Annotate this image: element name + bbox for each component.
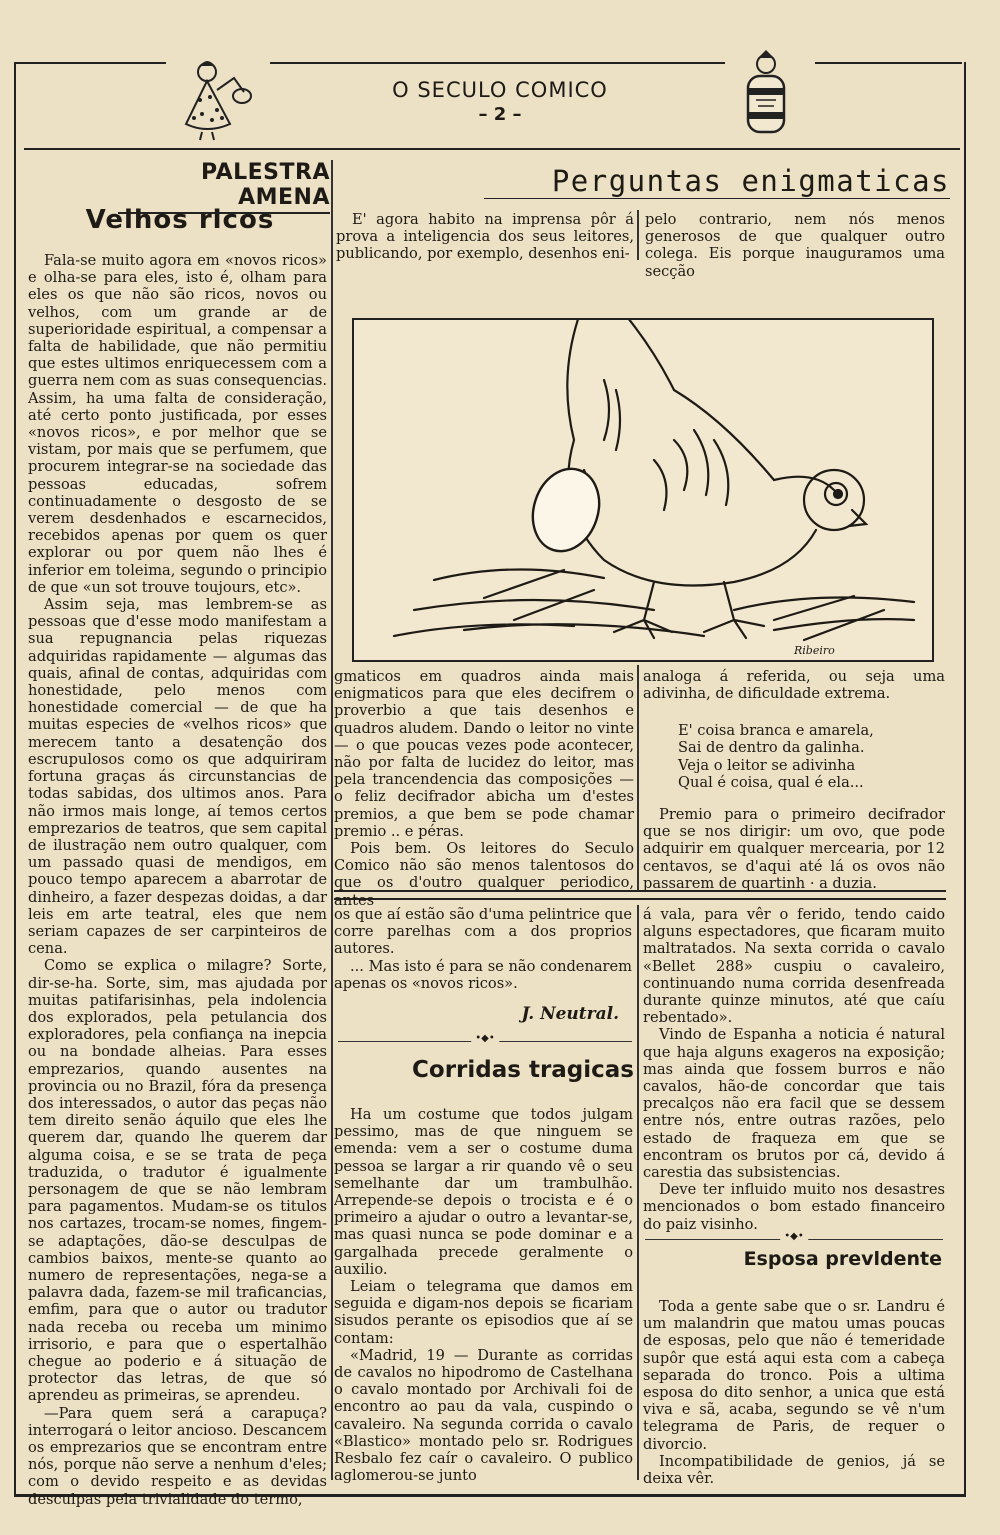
masthead-rule-left bbox=[16, 62, 166, 64]
paragraph: Toda a gente sabe que o sr. Landru é um malandrin que matou umas poucas de esposas, pelo que não é temeridade supôr que está aqui esta com a cabeça separada do tronco. Pois a ultima esposa do dito senhor, a unica que está viva e sã, acaba, segundo se vê n'um telegrama de Paris, de requer o divorcio. bbox=[643, 1298, 945, 1453]
paragraph: —Para quem será a carapuça? interrogará o leitor ancioso. Descancem os emprezarios que se encontram entre nós, porque não serve a nenhum d'eles; com o devido respeito e as devidas desculpas pela trivialidade do termo, bbox=[28, 1404, 327, 1508]
column-rule-2b bbox=[637, 665, 639, 890]
paragraph: E' agora habito na imprensa pôr á prova a inteligencia dos seus leitores, publicando, por exemplo, desenhos eni- bbox=[336, 211, 634, 263]
riddle-poem bbox=[640, 722, 940, 792]
paragraph: ... Mas isto é para se não condenarem apenas os «novos ricos». bbox=[334, 957, 632, 992]
poem-line: Qual é coisa, qual é ela... bbox=[678, 774, 864, 792]
paragraph: Deve ter influido muito nos desastres mencionados o bom estado financeiro do paiz visinho. bbox=[643, 1181, 945, 1233]
section-heading-perguntas: Perguntas enigmaticas bbox=[551, 164, 950, 198]
girl-vignette-icon bbox=[172, 52, 262, 142]
perguntas-intro-col1 bbox=[336, 211, 634, 263]
chicken-drawing-icon bbox=[354, 320, 932, 660]
column-rule-2c bbox=[637, 905, 639, 1480]
paragraph: á vala, para vêr o ferido, tendo caido alguns espectadores, que ficaram muito maltratados. Na sexta corrida o cavalo «Bellet 288» cuspiu o cavaleiro, continuando numa corrida desenfreada durante quinze minutos, até que caíu rebentado». bbox=[643, 906, 945, 1027]
paragraph: «Madrid, 19 — Durante as corridas de cavalos no hipodromo de Castelhana o cavalo montado por Archivali foi de encontro ao pau da vala, cuspindo o cavaleiro. Na segunda corrida o cavalo «Blastico» montado pelo sr. Rodrigues Resbalo fez caír o cavaleiro. O publico aglomerou-se junto bbox=[334, 1346, 633, 1485]
newspaper-title: O SECULO COMICO bbox=[392, 78, 608, 102]
section-ornament bbox=[645, 1236, 943, 1244]
article-title-esposa: Esposa prevldente bbox=[743, 1248, 942, 1270]
riddle-prize bbox=[643, 806, 945, 892]
paragraph: pelo contrario, nem nós menos generosos de que qualquer outro colega. Eis porque inauguramos uma secção bbox=[645, 211, 945, 280]
heading-underline bbox=[484, 198, 950, 199]
perguntas-body-col2 bbox=[643, 668, 945, 702]
masthead-rule-center bbox=[270, 62, 725, 64]
column-rule-1 bbox=[331, 160, 333, 1480]
artist-signature: Ribeiro bbox=[794, 644, 835, 657]
article-body-esposa bbox=[643, 1298, 945, 1487]
paragraph: Vindo de Espanha a noticia é natural que haja alguns exageros na exposição; mas ainda que fossem burros e não cavalos, hão-de concordar que tais precalços não era facil que se dessem entre nós, entre outras razões, pelo estado de fraqueza em que se encontram os brutos por cá, devido á carestia das subsistencias. bbox=[643, 1026, 945, 1182]
masthead-rule-right bbox=[815, 62, 962, 64]
article-continuation-velhos-ricos bbox=[334, 906, 632, 992]
article-body-corridas bbox=[334, 1106, 633, 1484]
paragraph: os que aí estão são d'uma pelintrice que corre parelhas com a dos proprios autores. bbox=[334, 906, 632, 958]
barrel-figure-icon bbox=[740, 50, 792, 138]
paragraph: Incompatibilidade de genios, já se deixa vêr. bbox=[643, 1452, 945, 1488]
perguntas-intro-col2 bbox=[645, 211, 945, 280]
paragraph: Premio para o primeiro decifrador que se nos dirigir: um ovo, que pode adquirir em qualquer mercearia, por 12 centavos, se d'aqui até lá os ovos não passarem de quartinh · a duzia. bbox=[643, 806, 945, 892]
section-ornament bbox=[338, 1038, 632, 1046]
chicken-illustration bbox=[352, 318, 934, 662]
page-number: – 2 – bbox=[478, 104, 522, 125]
article-body-corridas-col2 bbox=[643, 906, 945, 1233]
masthead-bottom-rule bbox=[24, 148, 960, 150]
section-heading-palestra: PALESTRA AMENA bbox=[118, 160, 330, 214]
poem-line: E' coisa branca e amarela, bbox=[678, 722, 874, 739]
article-body-velhos-ricos bbox=[28, 252, 327, 1508]
poem-line: Sai de dentro da galinha. bbox=[678, 739, 865, 757]
paragraph: Ha um costume que todos julgam pessimo, mas de que ninguem se emenda: vem a ser o costume duma pessoa se largar a rir quando vê o seu semelhante dar um trambulhão. Arrepende-se depois o trocista e é o primeiro a ajudar o outro a levantar-se, mas quasi nunca se pode dominar e a gargalhada precede geralmente o auxilio. bbox=[334, 1106, 633, 1278]
paragraph: Como se explica o milagre? Sorte, dir-se-ha. Sorte, sim, mas ajudada por muitas patifarisinhas, pela indolencia dos explorados, pela petulancia dos exploradores, pela confiança na inepcia ou na bondade alheias. Para esses emprezarios, quando ausentes na provincia ou no Brazil, fóra da presença dos interessados, o autor das peças não tem direito senão áquilo que eles lhe querem dar, quando lhe querem dar alguma coisa, e se se trata de peça traduzida, o tradutor é igualmente personagem de que se não lembram para pagamentos. Mudam-se os titulos nos cartazes, trocam-se nomes, fingem-se adaptações, dão-se desculpas de cambios baixos, mente-se quanto ao numero de representações, nega-se a palavra dada, fazem-se mil traficancias, emfim, para que o autor ou tradutor nada receba ou receba um minimo irrisorio, e para que o espertalhão chegue ao poderio e á situação de protector das letras, de que só aprendeu as primeiras, se aprendeu. bbox=[28, 957, 327, 1405]
article-title-velhos-ricos: Velhos ricos bbox=[85, 205, 275, 235]
article-title-corridas: Corridas tragicas bbox=[412, 1057, 634, 1083]
paragraph: Leiam o telegrama que damos em seguida e digam-nos depois se ficariam sisudos perante os episodios que aí se contam: bbox=[334, 1278, 633, 1347]
perguntas-body-col1 bbox=[334, 668, 634, 909]
column-rule-2a bbox=[637, 210, 639, 260]
author-signature: J. Neutral. bbox=[521, 1004, 619, 1024]
paragraph: analoga á referida, ou seja uma adivinha, de dificuldade extrema. bbox=[643, 668, 945, 703]
paragraph: gmaticos em quadros ainda mais enigmaticos para que eles decifrem o proverbio a que tais desenhos e quadros aludem. Dando o leitor no vinte — o que poucas vezes pode acontecer, não por falta de lucidez do leitor, mas pela trancendencia das composições — o feliz decifrador abicha um d'estes premios, a que bem se pode chamar premio .. e péras. bbox=[334, 668, 634, 840]
paragraph: Pois bem. Os leitores do Seculo Comico não são menos talentosos do que os d'outro qualquer periodico, antes bbox=[334, 840, 634, 909]
paragraph: Assim seja, mas lembrem-se as pessoas que d'esse modo manifestam a sua repugnancia pelas riquezas adquiridas rapidamente — algumas das quais, afinal de contas, adquiridas com honestidade, pelo menos com honestidade comercial — de que ha muitas especies de «velhos ricos» que merecem tanto a desatenção dos escrupulosos como os que adquiriram fortuna graças ás circunstancias de todas sabidas, dos ultimos anos. Para não irmos mais longe, aí temos certos emprezarios de teatros, que sem capital de ilustração nem outro qualquer, com um passado quasi de mendigos, em pouco tempo aparecem a abarrotar de dinheiro, a fazer despezas doidas, a dar leis em arte teatral, eles que nem seriam capazes de ser carpinteiros de cena. bbox=[28, 596, 327, 958]
paragraph: Fala-se muito agora em «novos ricos» e olha-se para eles, isto é, olham para eles os que não são ricos, novos ou velhos, com um grande ar de superioridade espiritual, a compensar a falta de habilidade, que não permitiu que estes ultimos enriquecessem com a guerra nem com as suas consequencias. Assim, ha uma falta de consideração, até certo ponto justificada, por esses «novos ricos», e por melhor que se vistam, por mais que se perfumem, que procurem integrar-se na sociedade das pessoas educadas, sofrem continuadamente o desgosto de se verem desdenhados e escarnecidos, recebidos apenas por quem os quer explorar ou por quem não lhes é inferior em toleima, segundo o principio de que «un sot trouve toujours, etc». bbox=[28, 252, 327, 596]
poem-line: Veja o leitor se adivinha bbox=[678, 756, 856, 774]
